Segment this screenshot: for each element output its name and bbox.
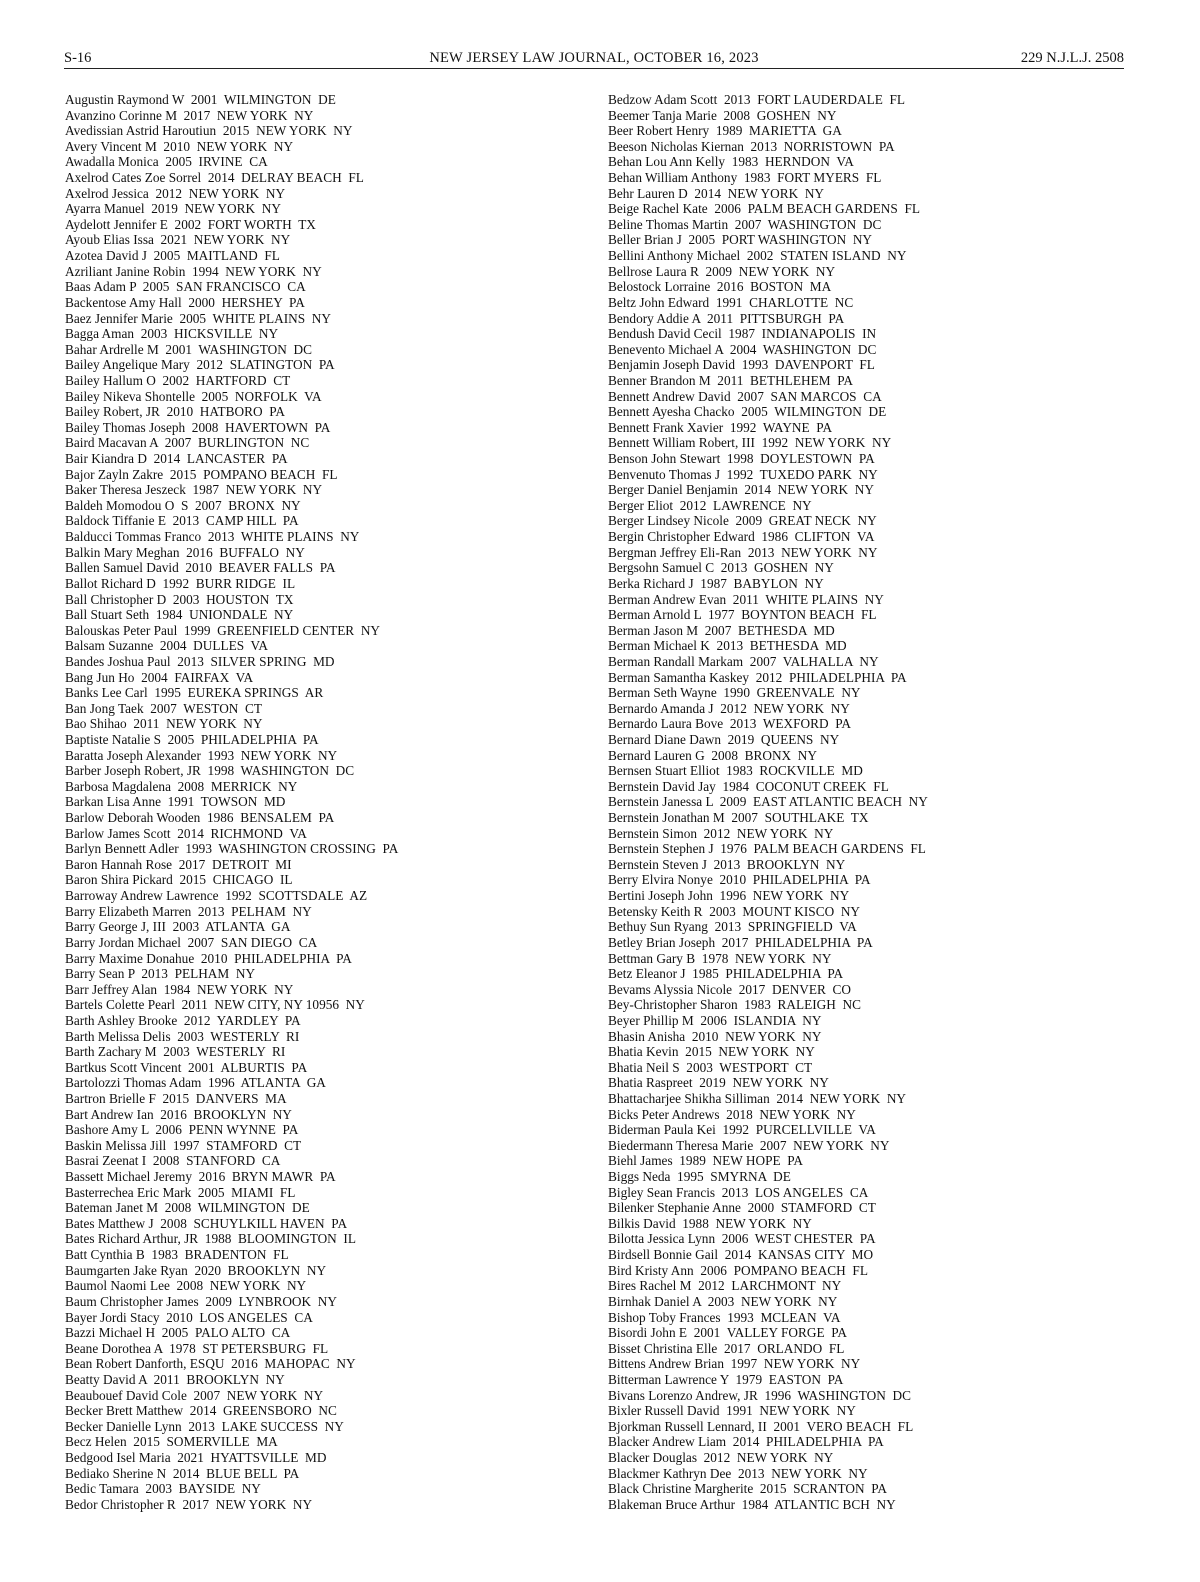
directory-entry: Ayarra Manuel 2019 NEW YORK NY bbox=[65, 201, 281, 217]
directory-entry: Bedgood Isel Maria 2021 HYATTSVILLE MD bbox=[65, 1450, 327, 1466]
directory-entry: Bailey Angelique Mary 2012 SLATINGTON PA bbox=[65, 357, 335, 373]
directory-entry: Bigley Sean Francis 2013 LOS ANGELES CA bbox=[608, 1184, 869, 1200]
directory-entry: Balsam Suzanne 2004 DULLES VA bbox=[65, 638, 269, 654]
directory-entry: Bhatia Neil S 2003 WESTPORT CT bbox=[608, 1059, 813, 1075]
directory-entry: Bazzi Michael H 2005 PALO ALTO CA bbox=[65, 1325, 291, 1341]
directory-entry: Bahar Ardrelle M 2001 WASHINGTON DC bbox=[65, 341, 312, 357]
directory-entry: Bean Robert Danforth, ESQU 2016 MAHOPAC NY bbox=[65, 1356, 356, 1372]
directory-entry: Bair Kiandra D 2014 LANCASTER PA bbox=[65, 451, 288, 467]
directory-entry: Beline Thomas Martin 2007 WASHINGTON DC bbox=[608, 216, 882, 232]
directory-entry: Bitterman Lawrence Y 1979 EASTON PA bbox=[608, 1371, 844, 1387]
directory-entry: Balouskas Peter Paul 1999 GREENFIELD CENTER NY bbox=[65, 622, 381, 638]
directory-entry: Bernstein Stephen J 1976 PALM BEACH GARDENS FL bbox=[608, 841, 926, 857]
directory-entry: Biedermann Theresa Marie 2007 NEW YORK NY bbox=[608, 1137, 890, 1153]
directory-entry: Bernstein David Jay 1984 COCONUT CREEK FL bbox=[608, 778, 889, 794]
directory-entry: Barth Melissa Delis 2003 WESTERLY RI bbox=[65, 1028, 300, 1044]
directory-entry: Balducci Tommas Franco 2013 WHITE PLAINS NY bbox=[65, 529, 360, 545]
directory-entry: Benvenuto Thomas J 1992 TUXEDO PARK NY bbox=[608, 466, 878, 482]
directory-entry: Barbosa Magdalena 2008 MERRICK NY bbox=[65, 778, 298, 794]
directory-entry: Bellrose Laura R 2009 NEW YORK NY bbox=[608, 263, 836, 279]
directory-entry: Basterrechea Eric Mark 2005 MIAMI FL bbox=[65, 1184, 296, 1200]
directory-entry: Bernardo Amanda J 2012 NEW YORK NY bbox=[608, 700, 850, 716]
directory-entry: Behan William Anthony 1983 FORT MYERS FL bbox=[608, 170, 882, 186]
directory-entry: Balkin Mary Meghan 2016 BUFFALO NY bbox=[65, 544, 305, 560]
directory-entry: Blackmer Kathryn Dee 2013 NEW YORK NY bbox=[608, 1465, 868, 1481]
directory-entry: Bergman Jeffrey Eli-Ran 2013 NEW YORK NY bbox=[608, 544, 878, 560]
directory-entry: Bjorkman Russell Lennard, II 2001 VERO BEACH FL bbox=[608, 1418, 914, 1434]
directory-entry: Bhattacharjee Shikha Silliman 2014 NEW YORK NY bbox=[608, 1091, 907, 1106]
directory-entry: Bellini Anthony Michael 2002 STATEN ISLAND NY bbox=[608, 248, 907, 264]
directory-entry: Benjamin Joseph David 1993 DAVENPORT FL bbox=[608, 357, 875, 373]
directory-entry: Barber Joseph Robert, JR 1998 WASHINGTON DC bbox=[65, 763, 355, 779]
directory-entry: Bernstein Janessa L 2009 EAST ATLANTIC BEACH NY bbox=[608, 794, 928, 810]
right-column bbox=[608, 92, 1108, 1512]
directory-entry: Berman Jason M 2007 BETHESDA MD bbox=[608, 622, 835, 638]
directory-entry: Berman Arnold L 1977 BOYNTON BEACH FL bbox=[608, 607, 877, 623]
directory-entry: Banks Lee Carl 1995 EUREKA SPRINGS AR bbox=[65, 685, 324, 701]
publication-title: NEW JERSEY LAW JOURNAL, OCTOBER 16, 2023 bbox=[429, 50, 759, 66]
directory-entry: Avedissian Astrid Haroutiun 2015 NEW YORK NY bbox=[65, 123, 353, 139]
directory-entry: Avery Vincent M 2010 NEW YORK NY bbox=[65, 138, 294, 154]
directory-entry: Bennett William Robert, III 1992 NEW YORK NY bbox=[608, 435, 892, 451]
directory-entry: Birnhak Daniel A 2003 NEW YORK NY bbox=[608, 1293, 838, 1309]
directory-entry: Beatty David A 2011 BROOKLYN NY bbox=[65, 1371, 285, 1387]
directory-entry: Aydelott Jennifer E 2002 FORT WORTH TX bbox=[65, 216, 316, 232]
directory-entry: Bartolozzi Thomas Adam 1996 ATLANTA GA bbox=[65, 1075, 326, 1091]
directory-entry: Bendush David Cecil 1987 INDIANAPOLIS IN bbox=[608, 326, 877, 342]
page-number: S-16 bbox=[64, 50, 92, 66]
directory-entry: Bedor Christopher R 2017 NEW YORK NY bbox=[65, 1496, 313, 1512]
directory-entry: Bart Andrew Ian 2016 BROOKLYN NY bbox=[65, 1106, 292, 1122]
directory-entry: Baker Theresa Jeszeck 1987 NEW YORK NY bbox=[65, 482, 323, 498]
directory-entry: Bixler Russell David 1991 NEW YORK NY bbox=[608, 1403, 856, 1419]
directory-entry: Beer Robert Henry 1989 MARIETTA GA bbox=[608, 123, 842, 139]
directory-entry: Bilotta Jessica Lynn 2006 WEST CHESTER PA bbox=[608, 1231, 876, 1247]
directory-entry: Bartkus Scott Vincent 2001 ALBURTIS PA bbox=[65, 1059, 308, 1075]
directory-entry: Bang Jun Ho 2004 FAIRFAX VA bbox=[65, 669, 254, 685]
directory-entry: Bhasin Anisha 2010 NEW YORK NY bbox=[608, 1028, 822, 1044]
directory-entry: Beller Brian J 2005 PORT WASHINGTON NY bbox=[608, 232, 873, 248]
directory-entry: Berman Michael K 2013 BETHESDA MD bbox=[608, 638, 847, 654]
directory-entry: Barry Elizabeth Marren 2013 PELHAM NY bbox=[65, 903, 312, 919]
directory-entry: Bao Shihao 2011 NEW YORK NY bbox=[65, 716, 263, 732]
directory-entry: Bettman Gary B 1978 NEW YORK NY bbox=[608, 950, 832, 966]
directory-entry: Becz Helen 2015 SOMERVILLE MA bbox=[65, 1434, 278, 1450]
directory-entry: Berger Eliot 2012 LAWRENCE NY bbox=[608, 497, 812, 513]
directory-entry: Beane Dorothea A 1978 ST PETERSBURG FL bbox=[65, 1340, 329, 1356]
directory-entry: Baldeh Momodou O S 2007 BRONX NY bbox=[65, 497, 301, 513]
directory-entry: Black Christine Margherite 2015 SCRANTON PA bbox=[608, 1481, 887, 1497]
directory-entry: Bedzow Adam Scott 2013 FORT LAUDERDALE FL bbox=[608, 92, 906, 107]
directory-entry: Beaubouef David Cole 2007 NEW YORK NY bbox=[65, 1387, 324, 1403]
directory-entry: Bediako Sherine N 2014 BLUE BELL PA bbox=[65, 1465, 300, 1481]
directory-entry: Baron Shira Pickard 2015 CHICAGO IL bbox=[65, 872, 293, 888]
directory-entry: Axelrod Cates Zoe Sorrel 2014 DELRAY BEACH FL bbox=[65, 170, 364, 186]
directory-entry: Blakeman Bruce Arthur 1984 ATLANTIC BCH NY bbox=[608, 1496, 896, 1512]
directory-entry: Bhatia Kevin 2015 NEW YORK NY bbox=[608, 1044, 815, 1060]
directory-entry: Behr Lauren D 2014 NEW YORK NY bbox=[608, 185, 825, 201]
directory-entry: Behan Lou Ann Kelly 1983 HERNDON VA bbox=[608, 154, 854, 170]
directory-entry: Barth Ashley Brooke 2012 YARDLEY PA bbox=[65, 1012, 301, 1028]
directory-entry: Benevento Michael A 2004 WASHINGTON DC bbox=[608, 341, 877, 357]
directory-entry: Ballen Samuel David 2010 BEAVER FALLS PA bbox=[65, 560, 336, 576]
directory-entry: Biggs Neda 1995 SMYRNA DE bbox=[608, 1169, 791, 1185]
directory-entry: Baron Hannah Rose 2017 DETROIT MI bbox=[65, 856, 292, 872]
page-header bbox=[64, 48, 1124, 69]
directory-entry: Barr Jeffrey Alan 1984 NEW YORK NY bbox=[65, 981, 294, 997]
directory-entry: Axelrod Jessica 2012 NEW YORK NY bbox=[65, 185, 286, 201]
directory-entry: Bethuy Sun Ryang 2013 SPRINGFIELD VA bbox=[608, 919, 857, 935]
directory-entry: Betz Eleanor J 1985 PHILADELPHIA PA bbox=[608, 966, 844, 982]
directory-entry: Bernard Lauren G 2008 BRONX NY bbox=[608, 747, 818, 763]
directory-entry: Belostock Lorraine 2016 BOSTON MA bbox=[608, 279, 832, 295]
directory-entry: Baum Christopher James 2009 LYNBROOK NY bbox=[65, 1293, 337, 1309]
directory-entry: Baskin Melissa Jill 1997 STAMFORD CT bbox=[65, 1137, 302, 1153]
directory-entry: Baratta Joseph Alexander 1993 NEW YORK NY bbox=[65, 747, 338, 763]
directory-entry: Avanzino Corinne M 2017 NEW YORK NY bbox=[65, 107, 314, 123]
directory-entry: Barth Zachary M 2003 WESTERLY RI bbox=[65, 1044, 286, 1060]
directory-entry: Benner Brandon M 2011 BETHLEHEM PA bbox=[608, 372, 853, 388]
directory-entry: Bennett Ayesha Chacko 2005 WILMINGTON DE bbox=[608, 404, 887, 420]
directory-entry: Bevams Alyssia Nicole 2017 DENVER CO bbox=[608, 981, 852, 997]
directory-entry: Beemer Tanja Marie 2008 GOSHEN NY bbox=[608, 107, 837, 123]
directory-entry: Bisordi John E 2001 VALLEY FORGE PA bbox=[608, 1325, 848, 1341]
directory-entry: Berman Samantha Kaskey 2012 PHILADELPHIA PA bbox=[608, 669, 907, 685]
directory-entry: Azriliant Janine Robin 1994 NEW YORK NY bbox=[65, 263, 322, 279]
directory-entry: Baez Jennifer Marie 2005 WHITE PLAINS NY bbox=[65, 310, 331, 326]
directory-entry: Barlyn Bennett Adler 1993 WASHINGTON CROSSING PA bbox=[65, 841, 399, 857]
directory-entry: Augustin Raymond W 2001 WILMINGTON DE bbox=[65, 92, 336, 107]
directory-entry: Biderman Paula Kei 1992 PURCELLVILLE VA bbox=[608, 1122, 876, 1138]
directory-entry: Bergin Christopher Edward 1986 CLIFTON VA bbox=[608, 529, 875, 545]
directory-entry: Biehl James 1989 NEW HOPE PA bbox=[608, 1153, 804, 1169]
directory-entry: Bernsen Stuart Elliot 1983 ROCKVILLE MD bbox=[608, 763, 863, 779]
directory-entry: Bhatia Raspreet 2019 NEW YORK NY bbox=[608, 1075, 829, 1091]
directory-entry: Awadalla Monica 2005 IRVINE CA bbox=[65, 154, 268, 170]
directory-entry: Bajor Zayln Zakre 2015 POMPANO BEACH FL bbox=[65, 466, 338, 482]
directory-entry: Blacker Andrew Liam 2014 PHILADELPHIA PA bbox=[608, 1434, 884, 1450]
directory-entry: Beltz John Edward 1991 CHARLOTTE NC bbox=[608, 294, 854, 310]
directory-entry: Bartels Colette Pearl 2011 NEW CITY, NY 10956 NY bbox=[65, 997, 365, 1013]
directory-entry: Bailey Robert, JR 2010 HATBORO PA bbox=[65, 404, 286, 420]
directory-entry: Bisset Christina Elle 2017 ORLANDO FL bbox=[608, 1340, 845, 1356]
directory-entry: Bates Richard Arthur, JR 1988 BLOOMINGTON IL bbox=[65, 1231, 356, 1247]
directory-entry: Bilkis David 1988 NEW YORK NY bbox=[608, 1215, 812, 1231]
directory-entry: Bennett Andrew David 2007 SAN MARCOS CA bbox=[608, 388, 882, 404]
directory-entry: Bartron Brielle F 2015 DANVERS MA bbox=[65, 1091, 287, 1106]
directory-entry: Basrai Zeenat I 2008 STANFORD CA bbox=[65, 1153, 281, 1169]
directory-entry: Backentose Amy Hall 2000 HERSHEY PA bbox=[65, 294, 305, 310]
directory-entry: Berry Elvira Nonye 2010 PHILADELPHIA PA bbox=[608, 872, 871, 888]
directory-entry: Bivans Lorenzo Andrew, JR 1996 WASHINGTON DC bbox=[608, 1387, 911, 1403]
directory-entry: Bey-Christopher Sharon 1983 RALEIGH NC bbox=[608, 997, 861, 1013]
directory-entry: Baldock Tiffanie E 2013 CAMP HILL PA bbox=[65, 513, 299, 529]
directory-entry: Azotea David J 2005 MAITLAND FL bbox=[65, 248, 280, 264]
directory-entry: Barkan Lisa Anne 1991 TOWSON MD bbox=[65, 794, 286, 810]
directory-entry: Berman Seth Wayne 1990 GREENVALE NY bbox=[608, 685, 861, 701]
directory-entry: Barry George J, III 2003 ATLANTA GA bbox=[65, 919, 291, 935]
directory-entry: Ban Jong Taek 2007 WESTON CT bbox=[65, 700, 263, 716]
directory-entry: Bires Rachel M 2012 LARCHMONT NY bbox=[608, 1278, 842, 1294]
directory-entry: Bittens Andrew Brian 1997 NEW YORK NY bbox=[608, 1356, 861, 1372]
directory-entry: Birdsell Bonnie Gail 2014 KANSAS CITY MO bbox=[608, 1247, 874, 1263]
directory-entry: Barlow James Scott 2014 RICHMOND VA bbox=[65, 825, 307, 841]
directory-entry: Bernstein Simon 2012 NEW YORK NY bbox=[608, 825, 834, 841]
directory-entry: Barry Sean P 2013 PELHAM NY bbox=[65, 966, 256, 982]
directory-entry: Bertini Joseph John 1996 NEW YORK NY bbox=[608, 888, 850, 904]
directory-entry: Bailey Thomas Joseph 2008 HAVERTOWN PA bbox=[65, 419, 331, 435]
directory-entry: Bashore Amy L 2006 PENN WYNNE PA bbox=[65, 1122, 299, 1138]
directory-entry: Bernardo Laura Bove 2013 WEXFORD PA bbox=[608, 716, 852, 732]
directory-entry: Berger Daniel Benjamin 2014 NEW YORK NY bbox=[608, 482, 875, 498]
directory-entry: Ballot Richard D 1992 BURR RIDGE IL bbox=[65, 575, 296, 591]
directory-entry: Bateman Janet M 2008 WILMINGTON DE bbox=[65, 1200, 310, 1216]
directory-entry: Bishop Toby Frances 1993 MCLEAN VA bbox=[608, 1309, 841, 1325]
directory-entry: Betley Brian Joseph 2017 PHILADELPHIA PA bbox=[608, 934, 873, 950]
directory-entry: Bailey Nikeva Shontelle 2005 NORFOLK VA bbox=[65, 388, 322, 404]
directory-entry: Ball Christopher D 2003 HOUSTON TX bbox=[65, 591, 294, 607]
directory-entry: Becker Brett Matthew 2014 GREENSBORO NC bbox=[65, 1403, 337, 1419]
directory-entry: Bagga Aman 2003 HICKSVILLE NY bbox=[65, 326, 279, 342]
directory-entry: Ayoub Elias Issa 2021 NEW YORK NY bbox=[65, 232, 291, 248]
directory-entry: Bennett Frank Xavier 1992 WAYNE PA bbox=[608, 419, 833, 435]
directory-entry: Benson John Stewart 1998 DOYLESTOWN PA bbox=[608, 451, 875, 467]
directory-entry: Ball Stuart Seth 1984 UNIONDALE NY bbox=[65, 607, 294, 623]
directory-entry: Bilenker Stephanie Anne 2000 STAMFORD CT bbox=[608, 1200, 876, 1216]
directory-entry: Bicks Peter Andrews 2018 NEW YORK NY bbox=[608, 1106, 856, 1122]
directory-entry: Beyer Phillip M 2006 ISLANDIA NY bbox=[608, 1012, 822, 1028]
directory-entry: Baptiste Natalie S 2005 PHILADELPHIA PA bbox=[65, 731, 319, 747]
directory-entry: Becker Danielle Lynn 2013 LAKE SUCCESS NY bbox=[65, 1418, 344, 1434]
directory-entry: Betensky Keith R 2003 MOUNT KISCO NY bbox=[608, 903, 861, 919]
directory-entry: Barry Maxime Donahue 2010 PHILADELPHIA PA bbox=[65, 950, 352, 966]
directory-entry: Bayer Jordi Stacy 2010 LOS ANGELES CA bbox=[65, 1309, 313, 1325]
directory-entry: Blacker Douglas 2012 NEW YORK NY bbox=[608, 1450, 834, 1466]
directory-entry: Berger Lindsey Nicole 2009 GREAT NECK NY bbox=[608, 513, 877, 529]
directory-entry: Bird Kristy Ann 2006 POMPANO BEACH FL bbox=[608, 1262, 868, 1278]
directory-entry: Berman Randall Markam 2007 VALHALLA NY bbox=[608, 653, 879, 669]
directory-entry: Bassett Michael Jeremy 2016 BRYN MAWR PA bbox=[65, 1169, 336, 1185]
directory-entry: Bernstein Steven J 2013 BROOKLYN NY bbox=[608, 856, 846, 872]
directory-entry: Beige Rachel Kate 2006 PALM BEACH GARDENS FL bbox=[608, 201, 920, 217]
directory-entry: Berman Andrew Evan 2011 WHITE PLAINS NY bbox=[608, 591, 884, 607]
directory-entry: Bendory Addie A 2011 PITTSBURGH PA bbox=[608, 310, 845, 326]
directory-entry: Barlow Deborah Wooden 1986 BENSALEM PA bbox=[65, 810, 335, 826]
directory-entry: Baas Adam P 2005 SAN FRANCISCO CA bbox=[65, 279, 306, 295]
directory-entry: Baumol Naomi Lee 2008 NEW YORK NY bbox=[65, 1278, 307, 1294]
citation: 229 N.J.L.J. 2508 bbox=[1020, 50, 1124, 66]
directory-entry: Bernstein Jonathan M 2007 SOUTHLAKE TX bbox=[608, 810, 869, 826]
left-column bbox=[65, 92, 565, 1512]
directory-entry: Baumgarten Jake Ryan 2020 BROOKLYN NY bbox=[65, 1262, 327, 1278]
directory-entry: Barroway Andrew Lawrence 1992 SCOTTSDALE AZ bbox=[65, 888, 368, 904]
directory-entry: Bandes Joshua Paul 2013 SILVER SPRING MD bbox=[65, 653, 335, 669]
directory-entry: Barry Jordan Michael 2007 SAN DIEGO CA bbox=[65, 934, 318, 950]
directory-entry: Bergsohn Samuel C 2013 GOSHEN NY bbox=[608, 560, 834, 576]
directory-entry: Berka Richard J 1987 BABYLON NY bbox=[608, 575, 824, 591]
directory-entry: Bedic Tamara 2003 BAYSIDE NY bbox=[65, 1481, 261, 1497]
directory-entry: Batt Cynthia B 1983 BRADENTON FL bbox=[65, 1247, 289, 1263]
directory-entry: Bailey Hallum O 2002 HARTFORD CT bbox=[65, 372, 291, 388]
directory-entry: Baird Macavan A 2007 BURLINGTON NC bbox=[65, 435, 310, 451]
directory-entry: Beeson Nicholas Kiernan 2013 NORRISTOWN PA bbox=[608, 138, 895, 154]
directory-entry: Bernard Diane Dawn 2019 QUEENS NY bbox=[608, 731, 840, 747]
directory-entry: Bates Matthew J 2008 SCHUYLKILL HAVEN PA bbox=[65, 1215, 348, 1231]
